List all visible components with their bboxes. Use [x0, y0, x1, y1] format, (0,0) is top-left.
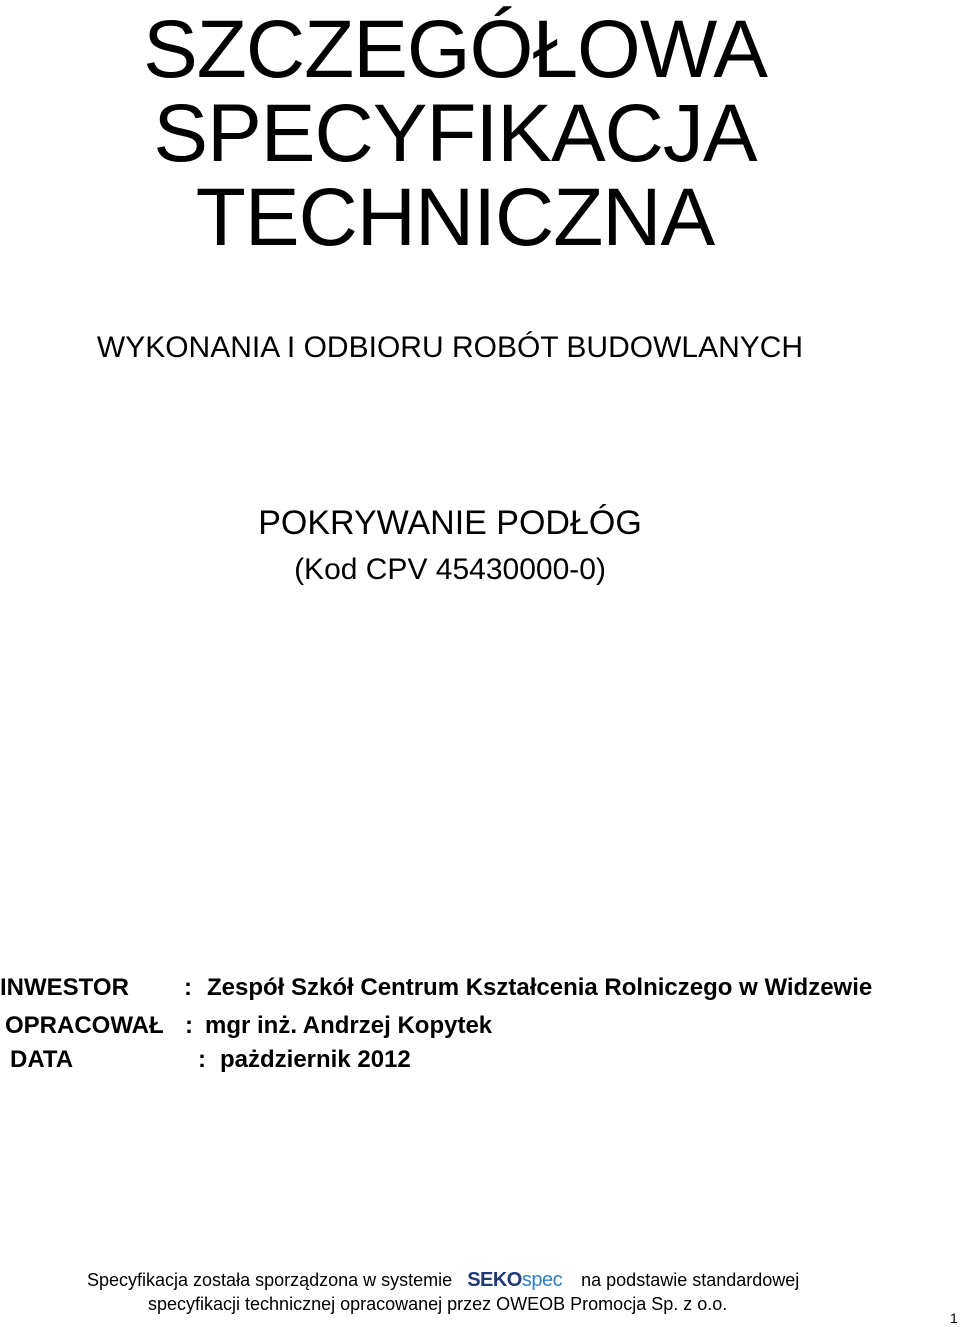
footer-text-before-logo: Specyfikacja została sporządzona w systemie	[87, 1270, 453, 1290]
date-value: pażdziernik 2012	[220, 1046, 411, 1073]
sekospec-logo	[467, 1268, 562, 1292]
prepared-by-colon: :	[185, 1012, 193, 1039]
page-number: 1	[950, 1310, 958, 1326]
prepared-by-label: OPRACOWAŁ	[5, 1012, 164, 1039]
logo-part-seko: SEKO	[467, 1269, 522, 1291]
footer-text-after-logo: na podstawie standardowej	[581, 1270, 800, 1290]
investor-label: INWESTOR	[0, 974, 129, 1001]
title-line-1: SZCZEGÓŁOWA	[143, 4, 767, 95]
investor-value: Zespół Szkół Centrum Kształcenia Rolniczego w Widzewie	[207, 974, 873, 1001]
document-subtitle: WYKONANIA I ODBIORU ROBÓT BUDOWLANYCH	[96, 331, 804, 364]
logo-part-spec: spec	[521, 1269, 563, 1291]
title-line-3: TECHNICZNA	[195, 172, 715, 263]
title-line-2: SPECYFIKACJA	[153, 88, 757, 179]
date-colon: :	[198, 1046, 206, 1073]
cpv-code: (Kod CPV 45430000-0)	[294, 553, 606, 586]
footer-line-2: specyfikacji technicznej opracowanej przez OWEOB Promocja Sp. z o.o.	[148, 1294, 728, 1314]
footer-line-1	[87, 1268, 799, 1292]
document-title	[0, 4, 910, 263]
prepared-by-value: mgr inż. Andrzej Kopytek	[205, 1012, 493, 1039]
investor-colon: :	[184, 974, 192, 1001]
specification-topic: POKRYWANIE PODŁÓG	[258, 504, 642, 542]
date-label: DATA	[10, 1046, 74, 1073]
